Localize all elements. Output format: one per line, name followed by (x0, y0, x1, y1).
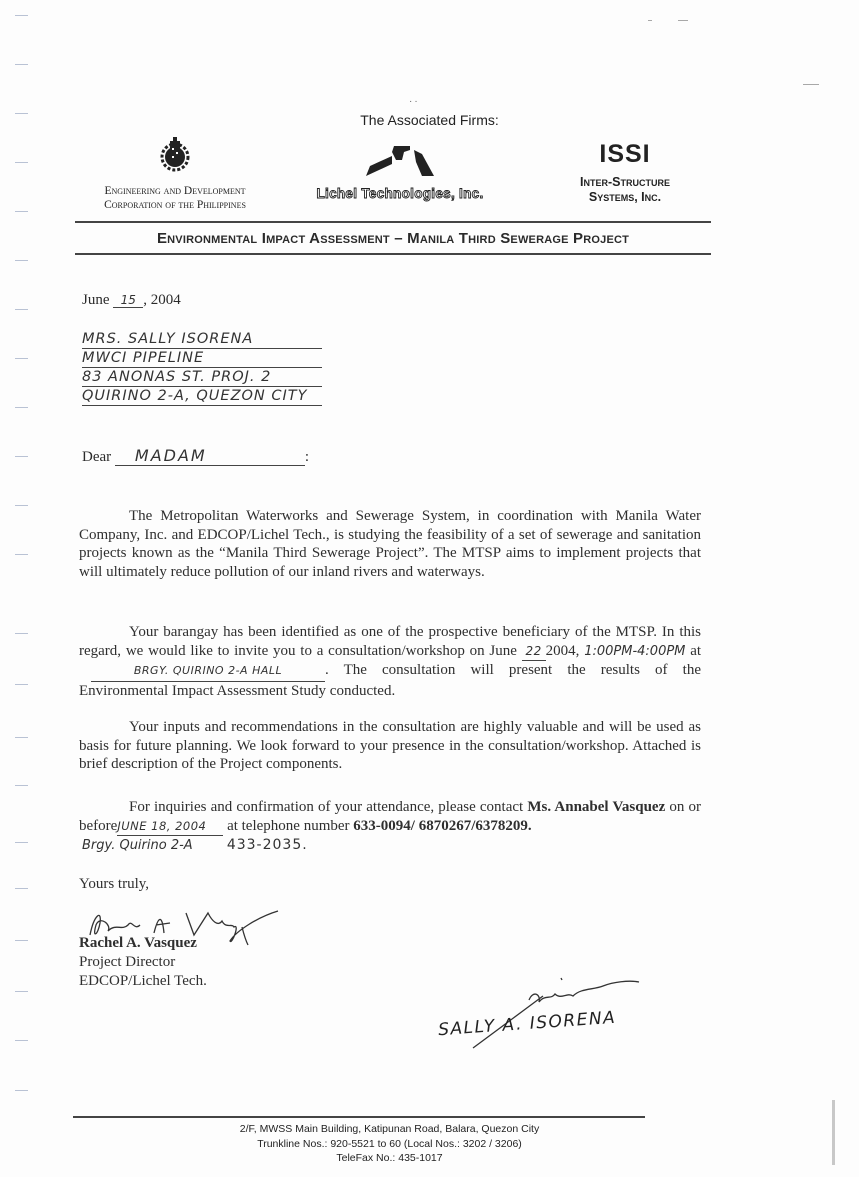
lichel-logo-block (310, 140, 490, 201)
salutation-colon: : (304, 449, 310, 465)
address-line: MWCI PIPELINE (82, 349, 322, 368)
workshop-day-field: 22 (522, 642, 546, 662)
gear-building-seal-icon (158, 136, 192, 174)
recipient-address (82, 330, 322, 406)
paragraph-4 (79, 798, 701, 836)
date-month: June (82, 292, 110, 308)
handwritten-place: Brgy. Quirino 2-A (82, 838, 193, 853)
venue-field: BRGY. QUIRINO 2-A HALL (91, 662, 325, 682)
associated-firms-label: The Associated Firms: (360, 112, 499, 128)
before-label: on or before (79, 799, 702, 834)
margin-mark (15, 260, 28, 261)
margin-mark (15, 684, 28, 685)
margin-mark (15, 554, 28, 555)
date-day-field: 15 (113, 293, 143, 308)
paragraph-1-text: The Metropolitan Waterworks and Sewerage System, in coordination with Manila Water Company, Inc. and EDCOP/Lichel Tech., is studying the feasibility of a set of sewerage and sanitation projects known as the “Manila Third Sewerage Project”. The MTSP aims to implement projects that will ultimately reduce pollution of our inland rivers and waterways. (79, 508, 701, 580)
header-rule-bottom (75, 253, 711, 255)
margin-mark (15, 785, 28, 786)
margin-mark (15, 15, 28, 16)
scan-mark (678, 20, 688, 21)
footer-address: 2/F, MWSS Main Building, Katipunan Road, Balara, Quezon City (239, 1123, 540, 1135)
edcop-name-line1: Engineering and Development (104, 185, 246, 197)
paragraph-2 (79, 623, 701, 700)
margin-mark (15, 309, 28, 310)
issi-logo-block (550, 140, 700, 205)
workshop-year: 2004, (545, 642, 580, 659)
project-title: Environmental Impact Assessment – Manila Third Sewerage Project (156, 230, 630, 247)
margin-mark (15, 842, 28, 843)
margin-mark (15, 888, 28, 889)
margin-mark (15, 64, 28, 65)
margin-mark (15, 162, 28, 163)
workshop-time-field: 1:00PM-4:00PM (584, 643, 686, 659)
margin-mark (15, 1090, 28, 1091)
signer-title: Project Director (79, 954, 176, 970)
margin-mark (15, 456, 28, 457)
edcop-name-line2: Corporation of the Philippines (104, 199, 246, 211)
deadline-field: JUNE 18, 2004 (117, 817, 223, 837)
salutation (82, 446, 309, 466)
signer-name: Rachel A. Vasquez (79, 935, 197, 951)
paragraph-3 (79, 718, 701, 774)
letterhead-footer (0, 1122, 779, 1166)
handwritten-contact-note (82, 837, 308, 853)
lichel-name: Lichel Technologies, Inc. (316, 186, 484, 201)
signer-organization: EDCOP/Lichel Tech. (79, 973, 207, 989)
telephone-numbers: 633-0094/ 6870267/6378209. (353, 817, 532, 834)
address-line: MRS. SALLY ISORENA (82, 330, 322, 349)
date-year: , 2004 (143, 292, 181, 308)
scan-specks: ·· (409, 96, 420, 107)
address-line: QUIRINO 2-A, QUEZON CITY (82, 387, 322, 406)
margin-mark (15, 407, 28, 408)
issi-name-line2: Systems, Inc. (588, 190, 662, 204)
address-line: 83 ANONAS ST. PROJ. 2 (82, 368, 322, 387)
margin-mark (15, 505, 28, 506)
paragraph-4-text: For inquiries and confirmation of your attendance, please contact (129, 799, 524, 815)
closing: Yours truly, (79, 876, 150, 892)
margin-mark (15, 211, 28, 212)
salutation-name-field: MADAM (115, 446, 305, 466)
issi-logo-text: ISSI (599, 140, 651, 168)
footer-rule (73, 1116, 645, 1118)
edcop-logo-block (70, 136, 280, 212)
scan-edge-shadow (832, 1100, 835, 1165)
contact-person: Ms. Annabel Vasquez (527, 799, 666, 815)
paragraph-1 (79, 507, 701, 581)
footer-trunkline: Trunkline Nos.: 920-5521 to 60 (Local Nos.: 3202 / 3206) (257, 1137, 522, 1150)
scan-mark (803, 84, 819, 85)
signer-block (79, 934, 207, 991)
margin-mark (15, 633, 28, 634)
margin-mark (15, 940, 28, 941)
paragraph-2-text: Your barangay has been identified as one of the prospective beneficiary of the MTSP. In this regard, we would like to invite you to a consultation/workshop on June (79, 624, 701, 659)
header-rule-top (75, 221, 711, 223)
paragraph-3-text: Your inputs and recommendations in the consultation are highly valuable and will be used as basis for future planning. We look forward to your presence in the consultation/workshop. Attached is brief description of the Project components. (79, 719, 701, 773)
handwritten-number: 433-2035. (226, 837, 308, 853)
margin-mark (15, 358, 28, 359)
paragraph-2-tail: . The consultation will present the results of the Environmental Impact Assessment Study conducted. (79, 662, 701, 699)
margin-mark (15, 991, 28, 992)
telephone-label: at telephone number (227, 817, 350, 834)
issi-name-line1: Inter-Structure (580, 175, 670, 189)
salutation-prefix: Dear (82, 449, 112, 465)
arc-segments-icon (364, 146, 436, 178)
recipient-signature-name: SALLY A. ISORENA (437, 1007, 617, 1041)
footer-telefax: TeleFax No.: 435-1017 (336, 1152, 443, 1164)
scan-mark (648, 20, 652, 21)
margin-mark (15, 1040, 28, 1041)
at-label: at (690, 642, 702, 659)
letter-date (82, 292, 181, 309)
margin-mark (15, 737, 28, 738)
